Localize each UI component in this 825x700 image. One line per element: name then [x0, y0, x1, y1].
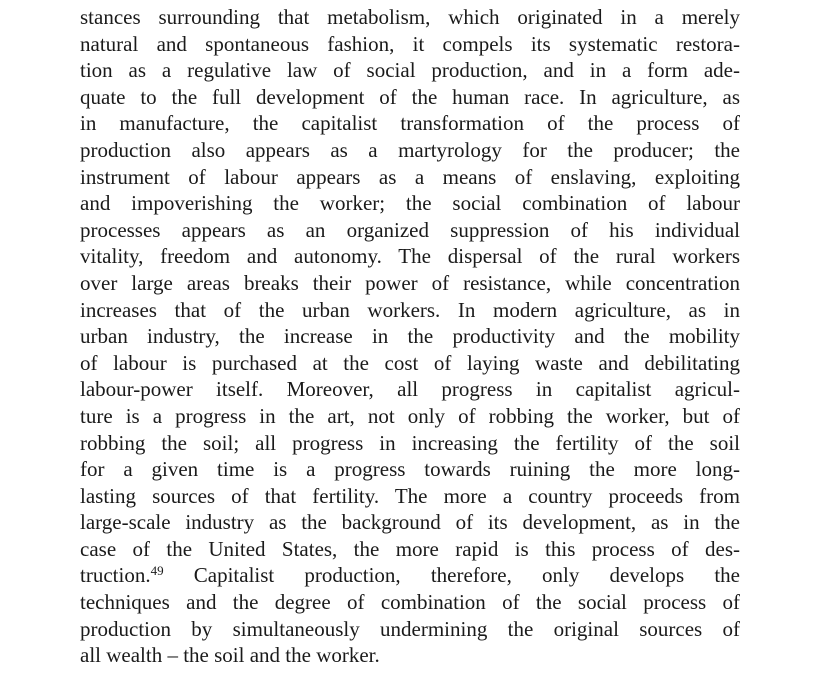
text-line: quate to the full development of the human race. In agriculture, as: [80, 84, 740, 109]
text-line: over large areas breaks their power of resistance, while concentration: [80, 270, 740, 295]
document-body: [80, 4, 740, 669]
text-segment: truction.: [80, 563, 151, 588]
text-line: for a given time is a progress towards ruining the more long-: [80, 457, 740, 482]
text-line: case of the United States, the more rapid is this process of des-: [80, 536, 740, 561]
text-line: production also appears as a martyrology for the producer; the: [80, 137, 740, 162]
text-line: vitality, freedom and autonomy. The dispersal of the rural workers: [80, 244, 740, 269]
text-line: of labour is purchased at the cost of laying waste and debilitating: [80, 350, 740, 375]
text-line: in manufacture, the capitalist transformation of the process of: [80, 111, 740, 136]
text-line: increases that of the urban workers. In modern agriculture, as in: [80, 297, 740, 322]
text-line: natural and spontaneous fashion, it compels its systematic restora-: [80, 31, 740, 56]
paragraph: [80, 4, 740, 669]
text-line: techniques and the degree of combination of the social process of: [80, 590, 740, 615]
text-line: robbing the soil; all progress in increasing the fertility of the soil: [80, 430, 740, 455]
text-segment: Capitalist production, therefore, only develops the: [163, 563, 740, 588]
text-line: large-scale industry as the background of its development, as in the: [80, 510, 740, 535]
footnote-marker[interactable]: 49: [150, 563, 164, 579]
text-line: labour-power itself. Moreover, all progress in capitalist agricul-: [80, 377, 740, 402]
text-line: lasting sources of that fertility. The more a country proceeds from: [80, 483, 740, 508]
text-line: instrument of labour appears as a means of enslaving, exploiting: [80, 164, 740, 189]
text-line: all wealth – the soil and the worker.: [80, 643, 380, 668]
text-line: urban industry, the increase in the productivity and the mobility: [80, 324, 740, 349]
text-line: stances surrounding that metabolism, which originated in a merely: [80, 5, 740, 29]
text-line: ture is a progress in the art, not only of robbing the worker, but of: [80, 403, 740, 428]
text-line: production by simultaneously undermining the original sources of: [80, 616, 740, 641]
text-line: processes appears as an organized suppression of his individual: [80, 217, 740, 242]
text-line-with-footnote: [80, 562, 740, 589]
text-line: tion as a regulative law of social production, and in a form ade-: [80, 58, 740, 83]
text-line: and impoverishing the worker; the social combination of labour: [80, 191, 740, 216]
